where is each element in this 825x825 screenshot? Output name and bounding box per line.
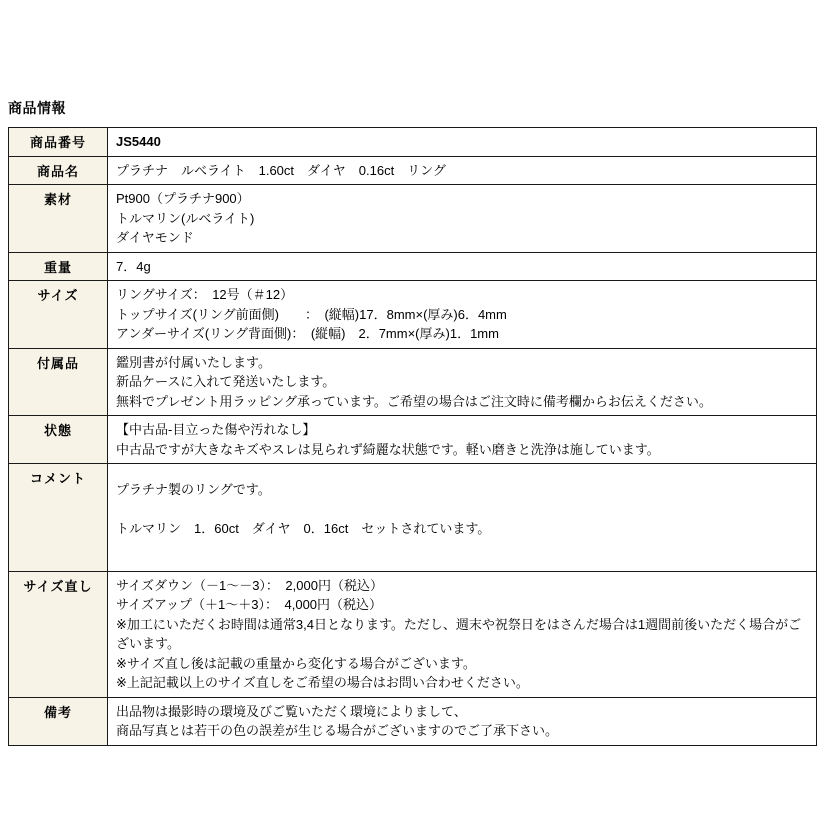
value-line: 出品物は撮影時の環境及びご覧いただく環境によりまして、 [116, 703, 467, 719]
value-line: 7．4g [116, 258, 151, 274]
product-info-table [8, 127, 817, 746]
row-label: 商品名 [9, 156, 108, 185]
row-value [108, 156, 817, 185]
value-line: ダイヤモンド [116, 230, 194, 245]
row-label: 重量 [9, 252, 108, 281]
row-label: 備考 [9, 697, 108, 745]
table-row-comment [9, 464, 817, 572]
value-line: JS5440 [116, 134, 161, 149]
value-line: プラチナ ルベライト 1.60ct ダイヤ 0.16ct リング [116, 162, 446, 178]
row-value [108, 185, 817, 253]
value-line: 鑑別書が付属いたします。 [116, 354, 271, 370]
value-line: 新品ケースに入れて発送いたします。 [116, 374, 336, 389]
value-line: トルマリン 1．60ct ダイヤ 0．16ct セットされています。 [116, 521, 491, 536]
row-value [108, 464, 817, 572]
value-line: ※サイズ直し後は記載の重量から変化する場合がございます。 [116, 655, 476, 671]
value-line: リングサイズ： 12号（＃12） [116, 287, 294, 302]
value-line [116, 500, 808, 520]
value-line: 商品写真とは若干の色の誤差が生じる場合がございますのでご了承下さい。 [116, 723, 559, 738]
value-line: サイズダウン（－1～－3）： 2,000円（税込） [116, 577, 383, 593]
table-row-size [9, 281, 817, 349]
row-label: サイズ [9, 281, 108, 349]
row-value [108, 571, 817, 697]
row-label: 状態 [9, 416, 108, 464]
value-line: アンダーサイズ(リング背面側)： (縦幅) 2．7mm×(厚み)1．1mm [116, 326, 499, 341]
value-line: 【中古品-目立った傷や汚れなし】 [116, 422, 316, 437]
value-line: サイズアップ（＋1～＋3）： 4,000円（税込） [116, 597, 383, 612]
value-line: 無料でプレゼント用ラッピング承っています。ご希望の場合はご注文時に備考欄からお伝えください。 [116, 393, 712, 409]
value-line: ※加工にいただくお時間は通常3,4日となります。ただし、週末や祝祭日をはさんだ場合は1週間前後いただく場合がございます。 [116, 616, 802, 651]
table-row-material [9, 185, 817, 253]
row-value [108, 252, 817, 281]
row-label: 素材 [9, 185, 108, 253]
table-row-remarks [9, 697, 817, 745]
value-line: トルマリン(ルベライト) [116, 210, 255, 226]
row-label: コメント [9, 464, 108, 572]
table-row-product-number [9, 128, 817, 157]
row-label: 商品番号 [9, 128, 108, 157]
row-label: 付属品 [9, 348, 108, 416]
value-line: ※上記記載以上のサイズ直しをご希望の場合はお問い合わせください。 [116, 675, 529, 690]
value-line: 中古品ですが大きなキズやスレは見られず綺麗な状態です。軽い磨きと洗浄は施しています。 [116, 441, 660, 457]
table-row-product-name [9, 156, 817, 185]
row-value [108, 416, 817, 464]
row-value [108, 348, 817, 416]
value-line: Pt900（プラチナ900） [116, 191, 250, 206]
page-title: 商品情報 [8, 100, 66, 116]
value-line: プラチナ製のリングです。 [116, 482, 271, 497]
value-line: トップサイズ(リング前面側) ： (縦幅)17．8mm×(厚み)6．4mm [116, 306, 507, 322]
row-label: サイズ直し [9, 571, 108, 697]
row-value [108, 281, 817, 349]
table-row-condition [9, 416, 817, 464]
table-row-weight [9, 252, 817, 281]
table-row-resizing [9, 571, 817, 697]
row-value [108, 697, 817, 745]
table-row-accessories [9, 348, 817, 416]
row-value [108, 128, 817, 157]
